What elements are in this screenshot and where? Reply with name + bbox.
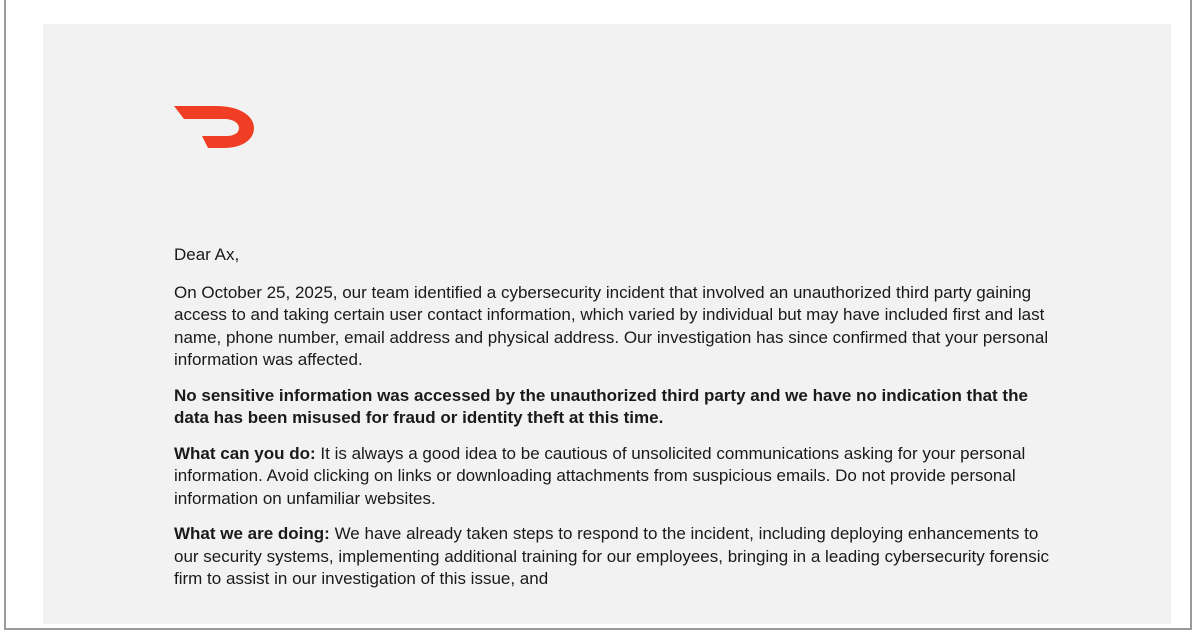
incident-paragraph: On October 25, 2025, our team identified a cybersecurity incident that involved an unauthorized third party gaining access to and taking certain user contact information, which varied by individual but may have included first and last name, phone number, email address and physical address. Our investigation has since confirmed that your personal information was affected. — [174, 282, 1049, 369]
what-can-you-do-text: It is always a good idea to be cautious of unsolicited communications asking for your personal information. Avoid clicking on links or downloading attachments from suspicious emails. Do not provide personal information on unfamiliar websites. — [174, 443, 1026, 508]
logo-shape — [174, 106, 254, 148]
greeting: Dear Ax, — [174, 245, 240, 264]
doordash-logo-icon — [172, 100, 256, 150]
what-we-are-doing-label: What we are doing: — [174, 524, 330, 543]
email-content — [174, 244, 1054, 604]
sensitive-info-paragraph: No sensitive information was accessed by the unauthorized third party and we have no indication that the data has been misused for fraud or identity theft at this time. — [174, 385, 1028, 427]
what-we-are-doing-text: We have already taken steps to respond to the incident, including deploying enhancements to our security systems, implementing additional training for our employees, bringing in a leading cybersecurity forensic firm to assist in our investigation of this issue, and — [174, 524, 1049, 588]
what-can-you-do-label: What can you do: — [174, 443, 316, 463]
what-can-you-do-paragraph — [174, 443, 1054, 511]
what-we-are-doing-paragraph — [174, 523, 1054, 591]
